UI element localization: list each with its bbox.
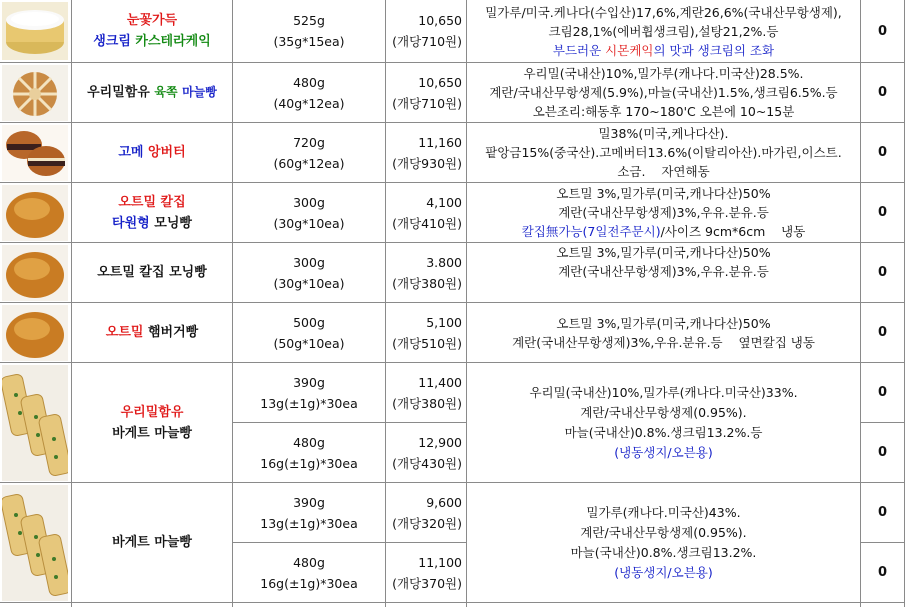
product-name: 우리밀함유 바게트 마늘빵	[112, 404, 192, 441]
pack-size: (35g*15ea)	[273, 34, 345, 49]
stock-count: 0	[877, 385, 888, 400]
price-cell: 11,100 (개당370원)	[392, 554, 462, 591]
description-cell: 우리밀(국내산)10%,밀가루(캐나다.미국산)33%. 계란/국내산무항생제(0.95%). 마늘(국내산)0.8%.생크림13.2%.등 (냉동생지/오븐용)	[529, 384, 798, 460]
description-cell: 오트밀 3%,밀가루(미국,캐나다산)50% 계란(국내산무항생제)3%,우유.분유.등	[556, 245, 771, 279]
product-image-oat-roll	[2, 185, 68, 241]
product-name: 오트밀 칼집 타원형 모닝빵	[112, 194, 192, 231]
product-image-butter-bun	[2, 125, 68, 181]
price-cell: 4,100 (개당410원)	[392, 194, 462, 231]
price: 10,650	[418, 13, 462, 28]
product-image-baguette	[2, 365, 68, 481]
stock-count: 0	[877, 265, 888, 280]
product-name: 오트밀 햄버거빵	[105, 325, 199, 340]
product-image-cream-cake	[2, 2, 68, 60]
quantity-cell: 720g (60g*12ea)	[273, 134, 345, 171]
unit-price: (개당710원)	[392, 34, 462, 49]
stock-count: 0	[877, 565, 888, 580]
quantity-cell: 500g (50g*10ea)	[273, 314, 345, 351]
price-cell: 9,600 (개당320원)	[392, 494, 462, 531]
name-part: 카스테라케익	[135, 34, 211, 49]
stock-count: 0	[877, 445, 888, 460]
product-name: 고메 앙버터	[118, 145, 186, 160]
quantity-cell: 480g 16g(±1g)*30ea	[260, 434, 358, 471]
quantity-cell: 300g (30g*10ea)	[273, 254, 345, 291]
description-cell: 오트밀 3%,밀가루(미국,캐나다산)50% 계란(국내산무항생제)3%,우유.분유.등 칼집無가능(7일전주문시)/사이즈 9cm*6cm 냉동	[521, 186, 806, 239]
quantity-cell	[233, 0, 385, 62]
product-name: 오트밀 칼집 모닝빵	[97, 265, 207, 280]
product-name: 바게트 마늘빵	[112, 535, 192, 550]
quantity-cell: 300g (30g*10ea)	[273, 194, 345, 231]
product-image-oat-roll	[2, 305, 68, 361]
product-image-garlic-bread	[2, 65, 68, 121]
name-line: 눈꽃가득	[126, 13, 178, 28]
stock-count: 0	[877, 85, 888, 100]
description-cell: 오트밀 3%,밀가루(미국,캐나다산)50% 계란(국내산무항생제)3%,우유.분유.등 옆면칼집 냉동	[512, 315, 815, 350]
product-name	[72, 0, 232, 62]
price-cell: 5,100 (개당510원)	[392, 314, 462, 351]
price-cell: 12,900 (개당430원)	[392, 434, 462, 471]
description-cell: 밀가루(캐나다.미국산)43%. 계란/국내산무항생제(0.95%). 마늘(국내산)0.8%.생크림13.2%. (냉동생지/오븐용)	[570, 504, 757, 580]
product-image-oat-roll	[2, 245, 68, 301]
quantity-cell: 390g 13g(±1g)*30ea	[260, 374, 358, 411]
stock-count: 0	[877, 325, 888, 340]
desc-note: 부드러운 시몬케익의 맛과 생크림의 조화	[552, 42, 775, 58]
price-cell: 11,400 (개당380원)	[392, 374, 462, 411]
price-cell	[386, 0, 466, 62]
quantity-cell: 480g 16g(±1g)*30ea	[260, 554, 358, 591]
description-cell: 우리밀(국내산)10%,밀가루(캐나다.미국산)28.5%. 계란/국내산무항생제(5.9%),마늘(국내산)1.5%,생크림6.5%.등 오븐조리:해동후 170~180'C 오븐에 10~15분	[489, 66, 838, 119]
name-part: 생크림	[93, 34, 131, 49]
quantity-cell: 480g (40g*12ea)	[273, 74, 345, 111]
desc-line: 밀가루/미국.케나다(수입산)17,6%,계란26,6%(국내산무항생제),	[485, 4, 842, 20]
weight: 525g	[293, 13, 325, 28]
desc-line: 크림28,1%(에버휩생크림),설탕21,2%.등	[548, 23, 779, 39]
product-image-baguette	[2, 485, 68, 601]
price-cell: 10,650 (개당710원)	[392, 74, 462, 111]
stock-count: 0	[877, 505, 888, 520]
price-cell: 11,160 (개당930원)	[392, 134, 462, 171]
price-cell: 3.800 (개당380원)	[392, 254, 462, 291]
description-cell	[467, 0, 860, 62]
stock-count: 0	[877, 145, 888, 160]
product-name: 우리밀함유 육쪽 마늘빵	[87, 85, 217, 100]
stock-count: 0	[877, 205, 888, 220]
stock-count: 0	[877, 23, 888, 39]
quantity-cell: 390g 13g(±1g)*30ea	[260, 494, 358, 531]
description-cell: 밀38%(미국,케나다산). 팥앙금15%(중국산).고메버터13.6%(이탈리아산).마가린,이스트. 소금. 자연해동	[485, 126, 842, 179]
